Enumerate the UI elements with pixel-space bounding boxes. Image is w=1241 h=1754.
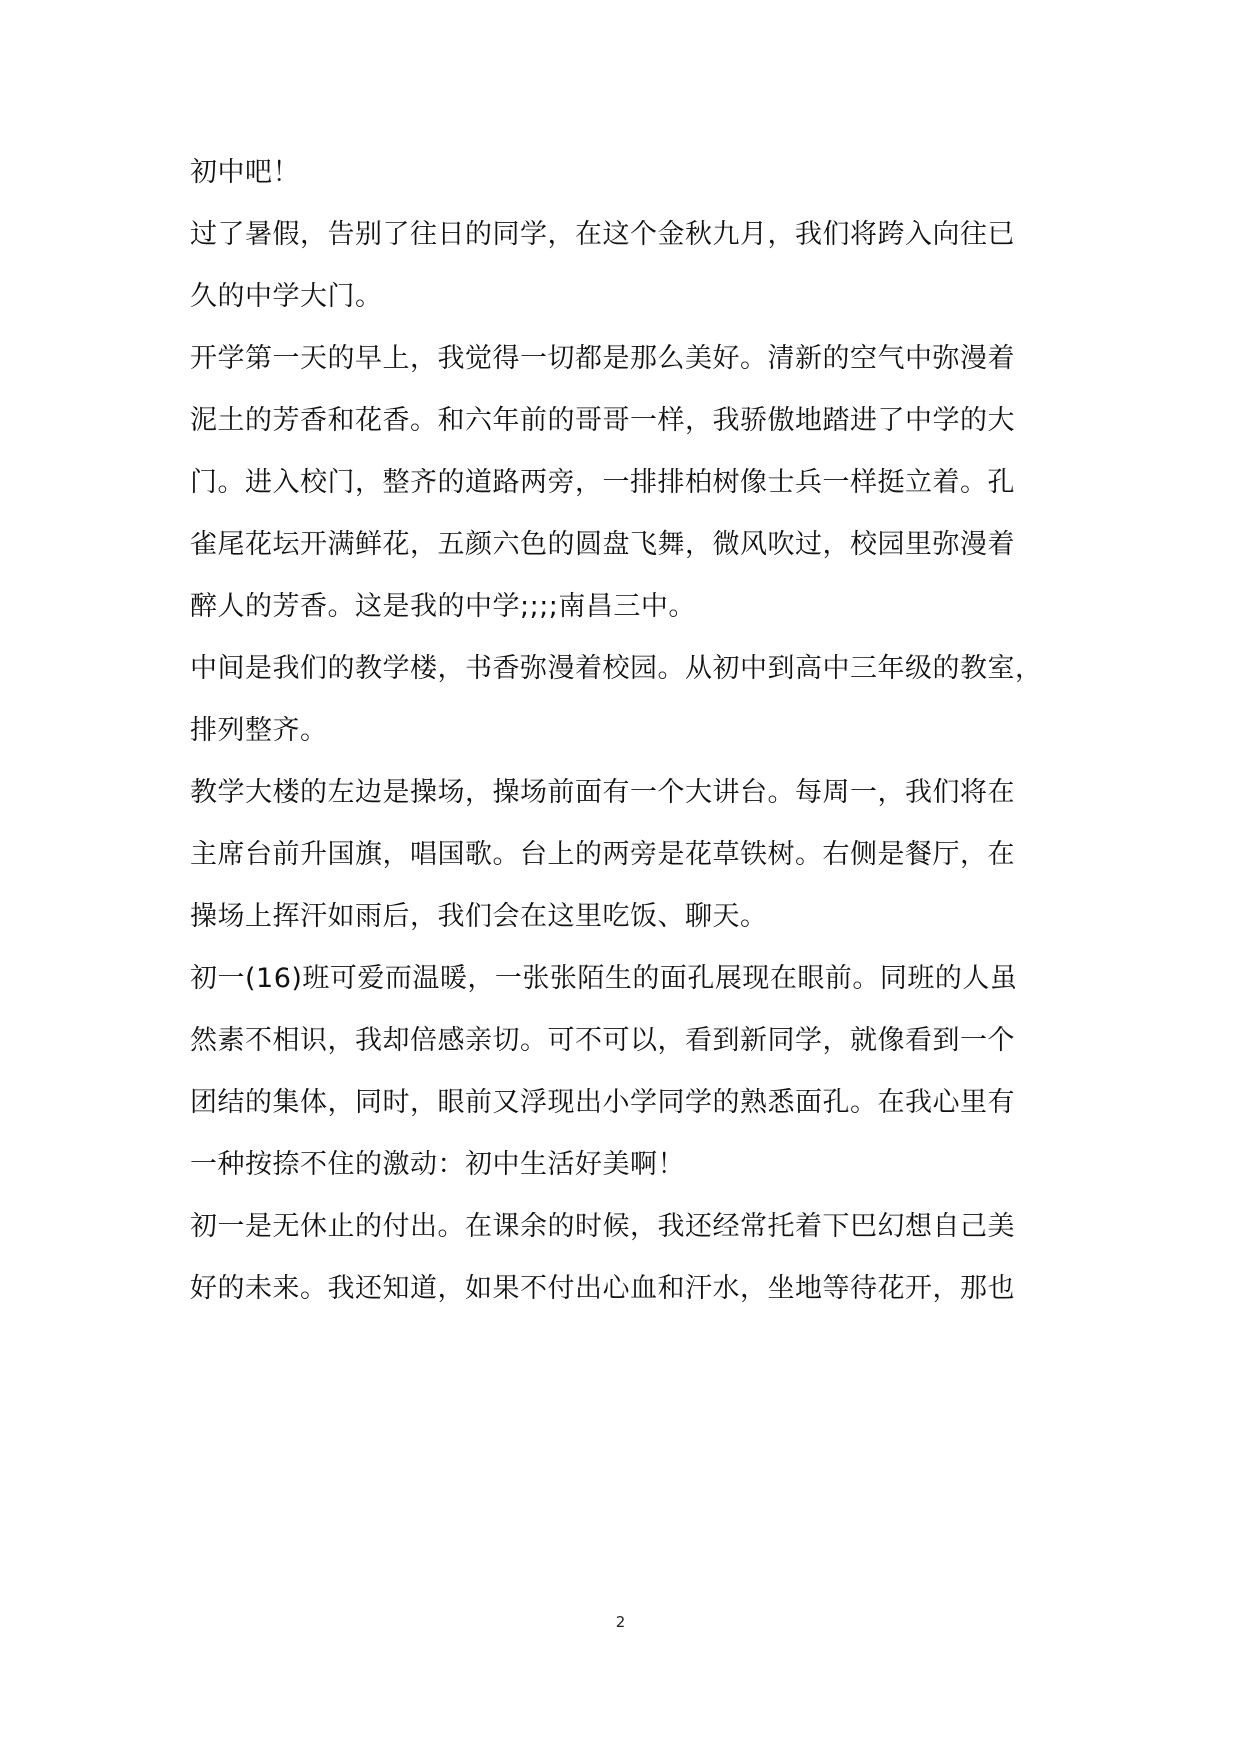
text-line: 初一(16)班可爱而温暖，一张张陌生的面孔展现在眼前。同班的人虽	[190, 963, 1018, 994]
text-line: 教学大楼的左边是操场，操场前面有一个大讲台。每周一，我们将在	[190, 777, 1015, 808]
text-line: 然素不相识，我却倍感亲切。可不可以，看到新同学，就像看到一个	[190, 1025, 1015, 1056]
text-line: 门。进入校门，整齐的道路两旁，一排排柏树像士兵一样挺立着。孔	[190, 467, 1015, 498]
text-line: 醉人的芳香。这是我的中学;;;;南昌三中。	[190, 591, 696, 622]
text-line: 中间是我们的教学楼，书香弥漫着校园。从初中到高中三年级的教室，	[190, 653, 1043, 684]
body-text	[190, 142, 1052, 1320]
text-line: 一种按捺不住的激动：初中生活好美啊！	[190, 1149, 685, 1180]
text-line: 初一是无休止的付出。在课余的时候，我还经常托着下巴幻想自己美	[190, 1211, 1015, 1242]
page-number: 2	[615, 1613, 626, 1631]
text-line: 过了暑假，告别了往日的同学，在这个金秋九月，我们将跨入向往已	[190, 219, 1015, 250]
text-line: 初中吧！	[190, 157, 300, 188]
text-line: 好的未来。我还知道，如果不付出心血和汗水，坐地等待花开，那也	[190, 1273, 1015, 1304]
text-line: 久的中学大门。	[190, 281, 383, 312]
text-line: 泥土的芳香和花香。和六年前的哥哥一样，我骄傲地踏进了中学的大	[190, 405, 1015, 436]
text-line: 团结的集体，同时，眼前又浮现出小学同学的熟悉面孔。在我心里有	[190, 1087, 1015, 1118]
text-line: 操场上挥汗如雨后，我们会在这里吃饭、聊天。	[190, 901, 768, 932]
text-line: 排列整齐。	[190, 715, 328, 746]
text-line: 雀尾花坛开满鲜花，五颜六色的圆盘飞舞，微风吹过，校园里弥漫着	[190, 529, 1015, 560]
text-line: 开学第一天的早上，我觉得一切都是那么美好。清新的空气中弥漫着	[190, 343, 1015, 374]
text-line: 主席台前升国旗，唱国歌。台上的两旁是花草铁树。右侧是餐厅，在	[190, 839, 1015, 870]
